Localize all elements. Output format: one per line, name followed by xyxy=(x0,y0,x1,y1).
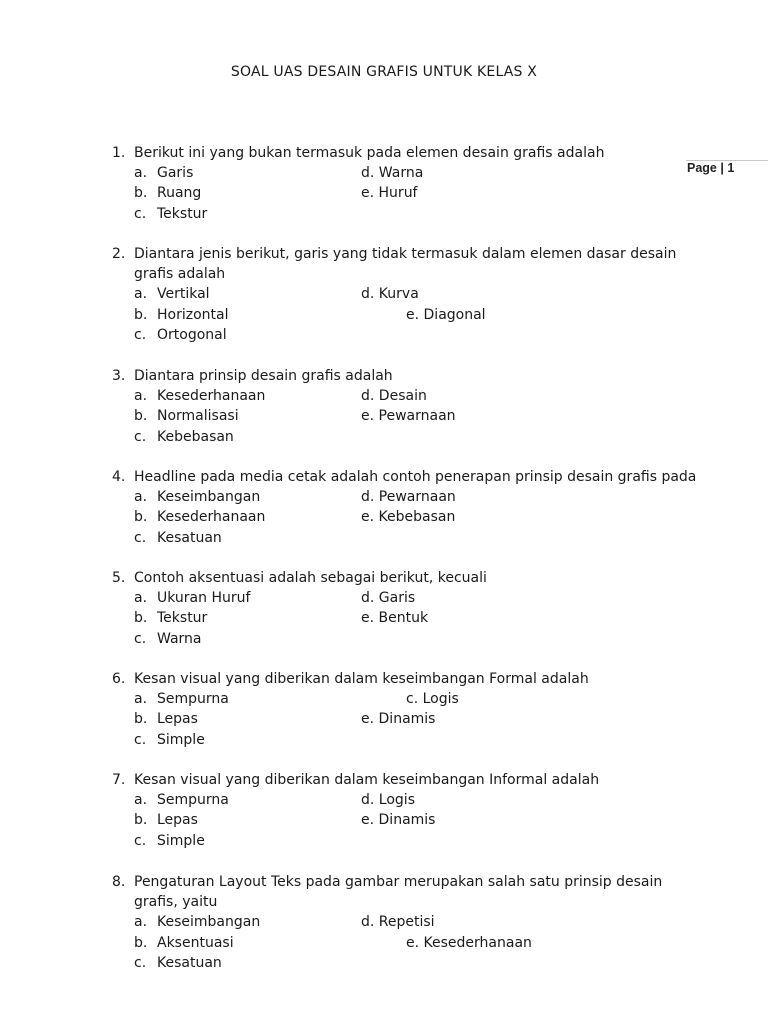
option-a: a. Kesederhanaan xyxy=(134,388,266,405)
option-b: b. Normalisasi xyxy=(134,408,239,425)
question-text: Diantara prinsip desain grafis adalah xyxy=(134,368,393,384)
question-text: Diantara jenis berikut, garis yang tidak termasuk dalam elemen dasar desain xyxy=(134,246,677,262)
page-number-label: Page | 1 xyxy=(687,161,735,175)
question-text: Kesan visual yang diberikan dalam keseimbangan Informal adalah xyxy=(134,772,600,788)
question-number: 8. xyxy=(112,874,126,890)
question-text: Kesan visual yang diberikan dalam keseimbangan Formal adalah xyxy=(134,671,589,687)
question-2 xyxy=(0,244,686,345)
question-text: Berikut ini yang bukan termasuk pada elemen desain grafis adalah xyxy=(134,145,605,161)
question-number: 4. xyxy=(112,469,126,485)
option-e: e. Dinamis xyxy=(361,711,436,728)
option-a: a. Keseimbangan xyxy=(134,914,261,931)
option-d: d. Pewarnaan xyxy=(361,489,456,506)
option-c: c. Simple xyxy=(134,731,205,748)
option-c: c. Kesatuan xyxy=(134,529,222,546)
option-c: c. Ortogonal xyxy=(134,326,227,343)
question-6 xyxy=(0,669,686,750)
question-3 xyxy=(0,366,686,447)
question-number: 6. xyxy=(112,671,126,687)
question-text: Headline pada media cetak adalah contoh penerapan prinsip desain grafis pada xyxy=(134,469,697,485)
option-c: c. Kesatuan xyxy=(134,954,222,971)
option-d: d. Warna xyxy=(361,165,424,182)
option-e: e. Pewarnaan xyxy=(361,408,456,425)
question-number: 2. xyxy=(112,246,126,262)
option-e: e. Bentuk xyxy=(361,610,429,627)
question-text-continued: grafis adalah xyxy=(134,266,226,283)
option-c: c. Simple xyxy=(134,832,205,849)
option-e: e. Kebebasan xyxy=(361,509,456,526)
option-c: c. Kebebasan xyxy=(134,428,234,445)
option-a: a. Sempurna xyxy=(134,792,229,809)
option-e: e. Huruf xyxy=(361,185,418,202)
option-b: b. Tekstur xyxy=(134,610,208,627)
option-b: b. Aksentuasi xyxy=(134,934,234,951)
option-b: b. Kesederhanaan xyxy=(134,509,266,526)
option-c: c. Warna xyxy=(134,630,202,647)
document-title: SOAL UAS DESAIN GRAFIS UNTUK KELAS X xyxy=(230,64,538,80)
question-text-continued: grafis, yaitu xyxy=(134,894,218,911)
question-text: Pengaturan Layout Teks pada gambar merupakan salah satu prinsip desain xyxy=(134,874,663,890)
option-d: d. Repetisi xyxy=(361,914,435,931)
option-d: d. Desain xyxy=(361,388,427,405)
question-number: 7. xyxy=(112,772,126,788)
option-b: b. Horizontal xyxy=(134,306,229,323)
option-b: b. Ruang xyxy=(134,185,202,202)
question-8 xyxy=(0,872,686,973)
question-text: Contoh aksentuasi adalah sebagai berikut, kecuali xyxy=(134,570,487,586)
question-number: 5. xyxy=(112,570,126,586)
option-a: a. Sempurna xyxy=(134,691,229,708)
question-4 xyxy=(0,467,697,548)
option-b: b. Lepas xyxy=(134,711,198,728)
option-a: a. Garis xyxy=(134,165,194,182)
option-d: c. Logis xyxy=(406,691,459,708)
option-b: b. Lepas xyxy=(134,812,198,829)
question-5 xyxy=(0,568,686,649)
question-number: 1. xyxy=(112,145,126,161)
option-a: a. Keseimbangan xyxy=(134,489,261,506)
option-e: e. Dinamis xyxy=(361,812,436,829)
option-c: c. Tekstur xyxy=(134,205,208,222)
option-d: d. Kurva xyxy=(361,286,419,303)
question-1 xyxy=(0,143,686,224)
option-a: a. Vertikal xyxy=(134,286,210,303)
option-e: e. Diagonal xyxy=(406,306,486,323)
option-d: d. Garis xyxy=(361,590,416,607)
option-a: a. Ukuran Huruf xyxy=(134,590,251,607)
question-7 xyxy=(0,770,686,851)
option-e: e. Kesederhanaan xyxy=(406,934,532,951)
question-number: 3. xyxy=(112,368,126,384)
option-d: d. Logis xyxy=(361,792,415,809)
